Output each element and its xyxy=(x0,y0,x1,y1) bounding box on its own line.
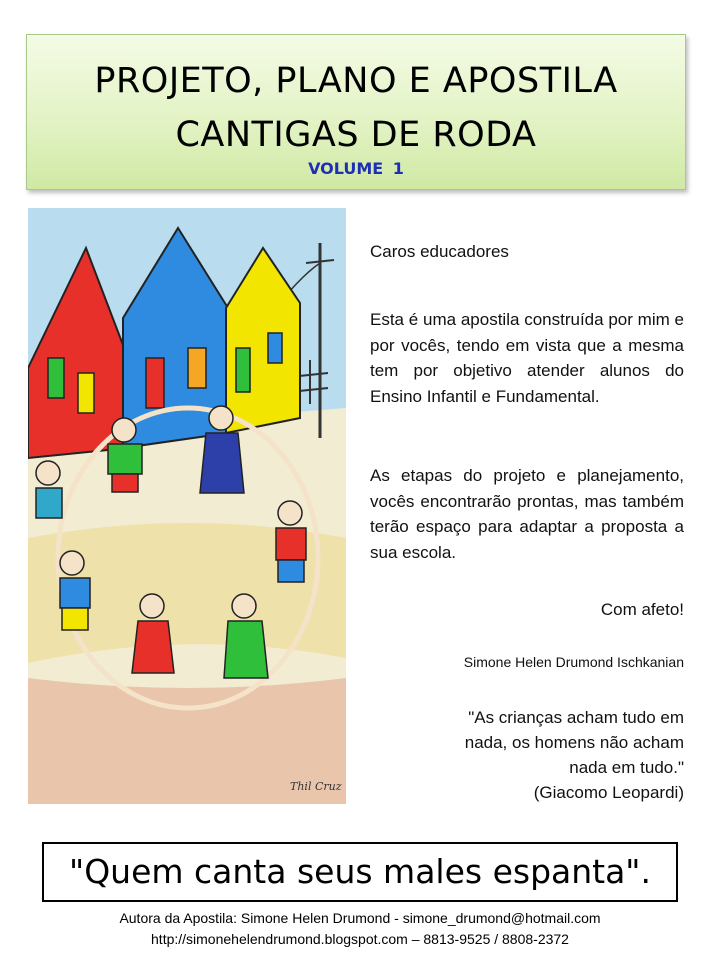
author-signature: Simone Helen Drumond Ischkanian xyxy=(463,654,684,670)
letter-greeting: Caros educadores xyxy=(370,242,509,261)
letter-closing: Com afeto! xyxy=(600,600,684,619)
quote-line-3: nada em tudo." xyxy=(569,758,684,777)
motto-text: "Quem canta seus males espanta". xyxy=(69,852,651,891)
quote-author: (Giacomo Leopardi) xyxy=(533,783,684,802)
letter-paragraph-1: Esta é uma apostila construída por mim e por vocês, tendo em vista que a mesma tem por objetivo atender alunos do Ensino Infantil e Fundamental. xyxy=(370,310,684,406)
footer-author-line: Autora da Apostila: Simone Helen Drumond - simone_drumond@hotmail.com xyxy=(119,910,601,926)
motto-box xyxy=(42,842,678,902)
quote-line-1: "As crianças acham tudo em xyxy=(468,708,684,727)
footer-contact-line: http://simonehelendrumond.blogspot.com – 8813-9525 / 8808-2372 xyxy=(151,931,569,947)
title-line-2: CANTIGAS DE RODA xyxy=(175,115,537,155)
title-line-1: PROJETO, PLANO E APOSTILA xyxy=(94,61,618,101)
quote-line-2: nada, os homens não acham xyxy=(464,733,684,752)
letter-paragraph-2: As etapas do projeto e planejamento, vocês encontrarão prontas, mas também terão espaço para adaptar a proposta a sua escola. xyxy=(370,466,684,562)
volume-label: VOLUME 1 xyxy=(308,159,404,178)
title-banner xyxy=(26,34,686,190)
leopardi-quote xyxy=(380,705,684,805)
children-circle-painting xyxy=(28,208,346,804)
painting-signature: Thil Cruz xyxy=(290,780,342,793)
